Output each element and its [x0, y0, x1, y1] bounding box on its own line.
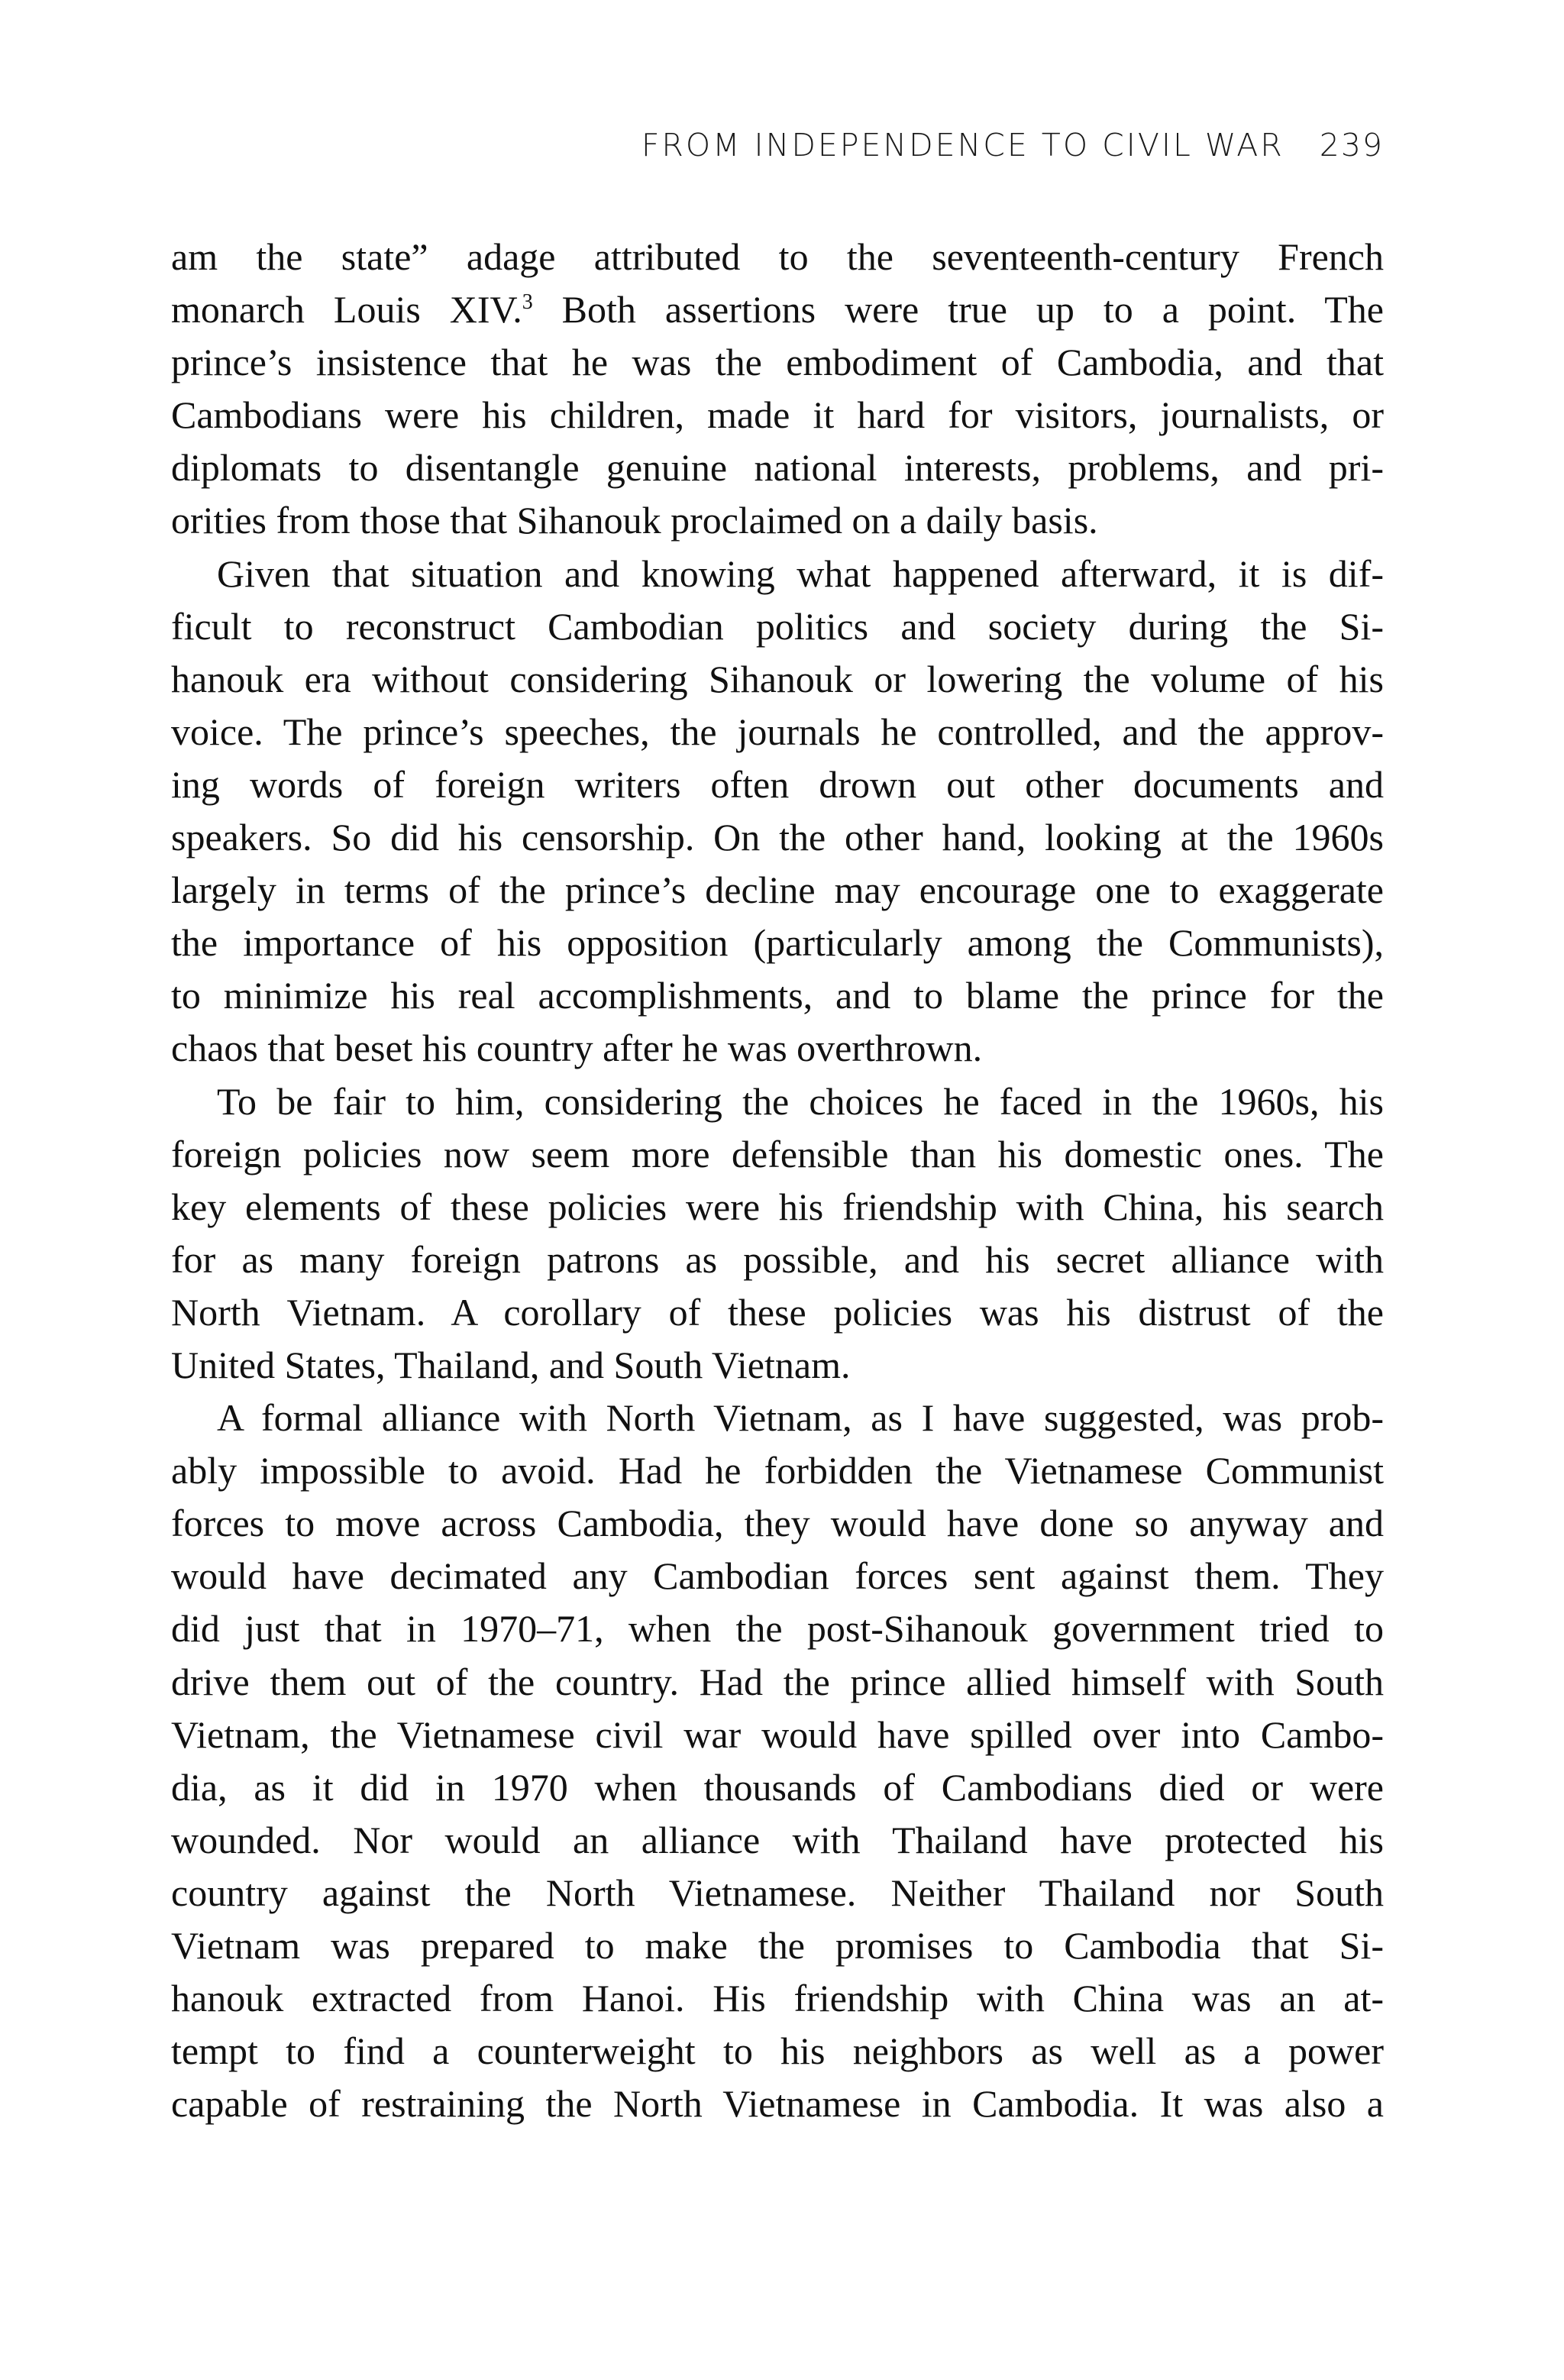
text-line: To be fair to him, considering the choices he faced in the 1960s, his: [217, 1079, 1384, 1123]
text-line: would have decimated any Cambodian forces sent against them. They: [171, 1554, 1384, 1598]
text-line: ficult to reconstruct Cambodian politics and society during the Si-: [171, 604, 1384, 648]
text-segment: monarch Louis XIV.: [171, 288, 522, 331]
running-head: [171, 127, 1384, 163]
text-line: to minimize his real accomplishments, and to blame the prince for the: [171, 974, 1384, 1017]
text-line: diplomats to disentangle genuine national interests, problems, and pri-: [171, 446, 1384, 490]
text-line: Given that situation and knowing what happened afterward, it is dif-: [217, 551, 1384, 595]
text-line: foreign policies now seem more defensible than his domestic ones. The: [171, 1132, 1384, 1175]
text-line: orities from those that Sihanouk proclaimed on a daily basis.: [171, 499, 1098, 542]
text-line: ing words of foreign writers often drown out other documents and: [171, 762, 1384, 806]
text-line: Vietnam was prepared to make the promises to Cambodia that Si-: [171, 1924, 1384, 1967]
text-line: am the state” adage attributed to the seventeenth-century French: [171, 235, 1384, 278]
text-line: capable of restraining the North Vietnamese in Cambodia. It was also a: [171, 2082, 1384, 2126]
text-line: wounded. Nor would an alliance with Thailand have protected his: [171, 1818, 1384, 1861]
text-line: hanouk extracted from Hanoi. His friendship with China was an at-: [171, 1977, 1384, 2020]
footnote-reference: 3: [522, 290, 533, 315]
text-line: forces to move across Cambodia, they would have done so anyway and: [171, 1502, 1384, 1545]
text-line: did just that in 1970–71, when the post-Sihanouk government tried to: [171, 1607, 1384, 1651]
text-line: the importance of his opposition (particularly among the Communists),: [171, 921, 1384, 965]
text-line: chaos that beset his country after he was overthrown.: [171, 1027, 983, 1070]
paragraph: [171, 1392, 1384, 2130]
text-line: drive them out of the country. Had the prince allied himself with South: [171, 1660, 1384, 1703]
text-segment: Both assertions were true up to a point. The: [532, 288, 1384, 331]
page-number: 239: [1319, 127, 1384, 163]
text-line: A formal alliance with North Vietnam, as I have suggested, was prob-: [217, 1396, 1384, 1440]
text-line: tempt to find a counterweight to his neighbors as well as a power: [171, 2029, 1384, 2073]
running-title: FROM INDEPENDENCE TO CIVIL WAR: [641, 127, 1284, 163]
text-line: Vietnam, the Vietnamese civil war would have spilled over into Cambo-: [171, 1712, 1384, 1756]
text-line: voice. The prince’s speeches, the journals he controlled, and the approv-: [171, 710, 1384, 753]
text-line: largely in terms of the prince’s decline may encourage one to exaggerate: [171, 868, 1384, 912]
body-text: [171, 231, 1384, 2130]
text-line: North Vietnam. A corollary of these policies was his distrust of the: [171, 1290, 1384, 1334]
text-line: [171, 283, 1384, 336]
paragraph: [171, 548, 1384, 1075]
text-line: dia, as it did in 1970 when thousands of Cambodians died or were: [171, 1765, 1384, 1809]
text-line: for as many foreign patrons as possible, and his secret alliance with: [171, 1237, 1384, 1281]
text-line: prince’s insistence that he was the embodiment of Cambodia, and that: [171, 341, 1384, 384]
text-line: Cambodians were his children, made it hard for visitors, journalists, or: [171, 393, 1384, 437]
text-line: United States, Thailand, and South Vietnam.: [171, 1343, 851, 1386]
text-line: country against the North Vietnamese. Neither Thailand nor South: [171, 1871, 1384, 1914]
text-line: ably impossible to avoid. Had he forbidden the Vietnamese Communist: [171, 1449, 1384, 1492]
text-line: hanouk era without considering Sihanouk or lowering the volume of his: [171, 657, 1384, 700]
paragraph: [171, 1075, 1384, 1392]
text-line: speakers. So did his censorship. On the other hand, looking at the 1960s: [171, 816, 1384, 859]
text-line: key elements of these policies were his friendship with China, his search: [171, 1185, 1384, 1228]
paragraph: [171, 231, 1384, 548]
